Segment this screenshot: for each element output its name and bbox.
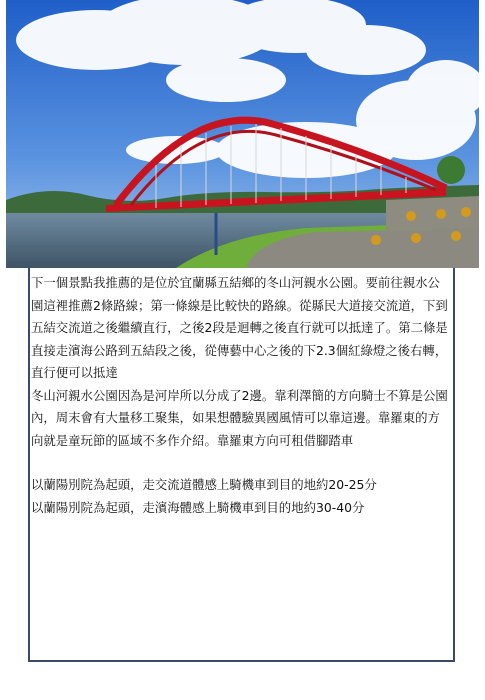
route-time-interchange: 以蘭陽別院為起頭，走交流道體感上騎機車到目的地約20-25分 [31,477,377,492]
park-photo [6,0,479,268]
tree [437,156,465,184]
bridge-photo-illustration [6,0,479,268]
paragraph-route-intro: 下一個景點我推薦的是位於宜蘭縣五結鄉的冬山河親水公園。要前往親水公園這裡推薦2條路線；第一條線是比較快的路線。從縣民大道接交流道，下到五結交流道之後繼續直行，之後2段是迴轉之後直行就可以抵達了。第二條是直接走濱海公路到五結段之後，從傳藝中心之後的下2.3個紅綠燈之後右轉，直行便可以抵達 [31,275,448,380]
paragraph-park-sides: 冬山河親水公園因為是河岸所以分成了2邊。靠利澤簡的方向騎士不算是公園內，周末會有大量移工聚集，如果想體驗異國風情可以靠這邊。靠羅東的方向就是童玩節的區域不多作介紹。靠羅東方向可租借腳踏車 [31,387,448,448]
route-time-coastal: 以蘭陽別院為起頭，走濱海體感上騎機車到目的地約30-40分 [31,499,365,515]
article-body [31,272,451,519]
